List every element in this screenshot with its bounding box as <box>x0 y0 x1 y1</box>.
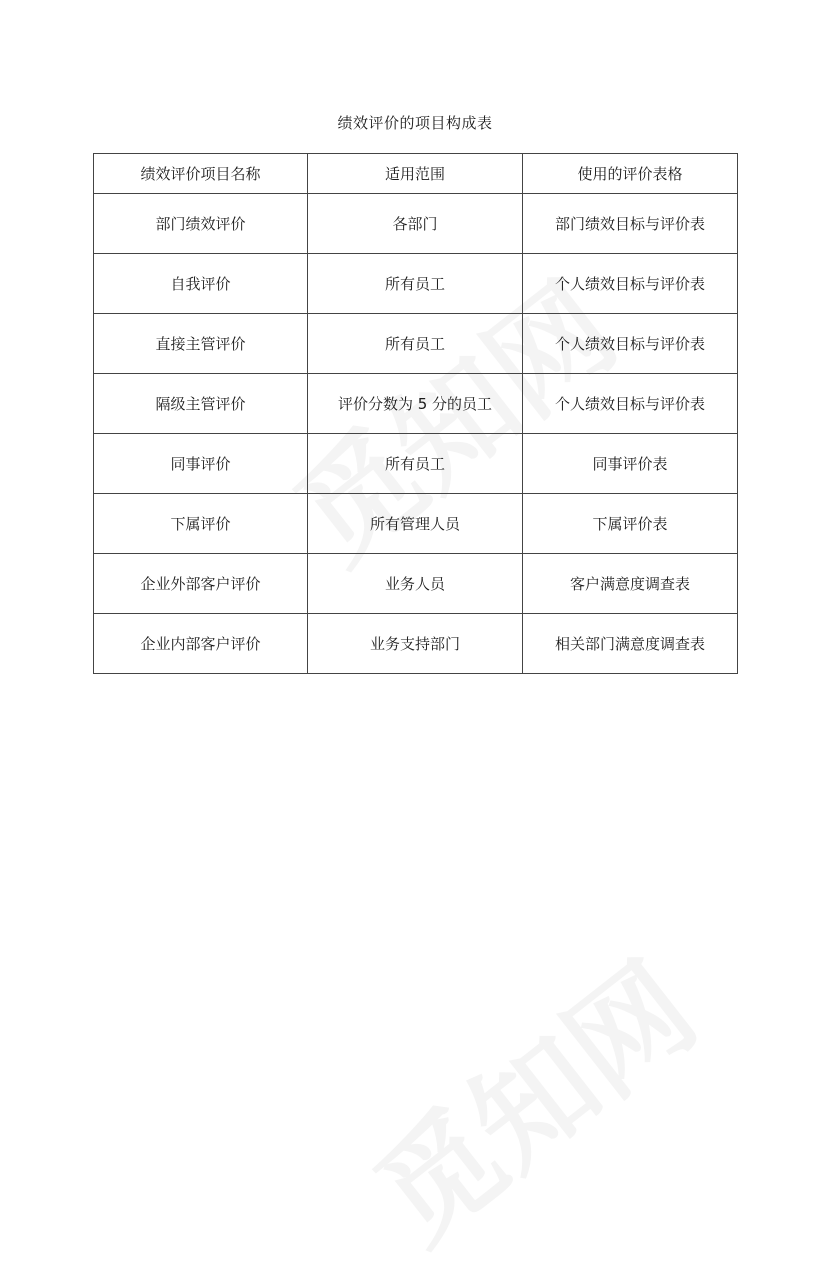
cell-item-name: 下属评价 <box>94 494 308 554</box>
table-row <box>94 554 738 614</box>
cell-scope: 各部门 <box>308 194 523 254</box>
cell-scope: 业务人员 <box>308 554 523 614</box>
cell-item-name: 同事评价 <box>94 434 308 494</box>
performance-evaluation-table <box>93 153 738 674</box>
cell-item-name: 企业内部客户评价 <box>94 614 308 674</box>
table-row <box>94 254 738 314</box>
table-row <box>94 614 738 674</box>
table-row <box>94 314 738 374</box>
cell-form: 客户满意度调查表 <box>523 554 738 614</box>
header-form: 使用的评价表格 <box>523 154 738 194</box>
table-row <box>94 494 738 554</box>
table-title: 绩效评价的项目构成表 <box>337 114 493 132</box>
cell-form: 下属评价表 <box>523 494 738 554</box>
cell-form: 部门绩效目标与评价表 <box>523 194 738 254</box>
table-row <box>94 194 738 254</box>
cell-scope: 所有管理人员 <box>308 494 523 554</box>
cell-scope: 评价分数为 5 分的员工 <box>308 374 523 434</box>
cell-form: 同事评价表 <box>523 434 738 494</box>
cell-item-name: 隔级主管评价 <box>94 374 308 434</box>
cell-item-name: 企业外部客户评价 <box>94 554 308 614</box>
header-item-name: 绩效评价项目名称 <box>94 154 308 194</box>
table-row <box>94 374 738 434</box>
cell-form: 个人绩效目标与评价表 <box>523 254 738 314</box>
cell-item-name: 直接主管评价 <box>94 314 308 374</box>
cell-scope: 业务支持部门 <box>308 614 523 674</box>
cell-form: 个人绩效目标与评价表 <box>523 374 738 434</box>
watermark <box>335 917 725 1274</box>
table-header-row <box>94 154 738 194</box>
cell-scope: 所有员工 <box>308 434 523 494</box>
cell-form: 相关部门满意度调查表 <box>523 614 738 674</box>
header-scope: 适用范围 <box>308 154 523 194</box>
cell-scope: 所有员工 <box>308 254 523 314</box>
cell-scope: 所有员工 <box>308 314 523 374</box>
cell-item-name: 部门绩效评价 <box>94 194 308 254</box>
table-row <box>94 434 738 494</box>
cell-item-name: 自我评价 <box>94 254 308 314</box>
cell-form: 个人绩效目标与评价表 <box>523 314 738 374</box>
